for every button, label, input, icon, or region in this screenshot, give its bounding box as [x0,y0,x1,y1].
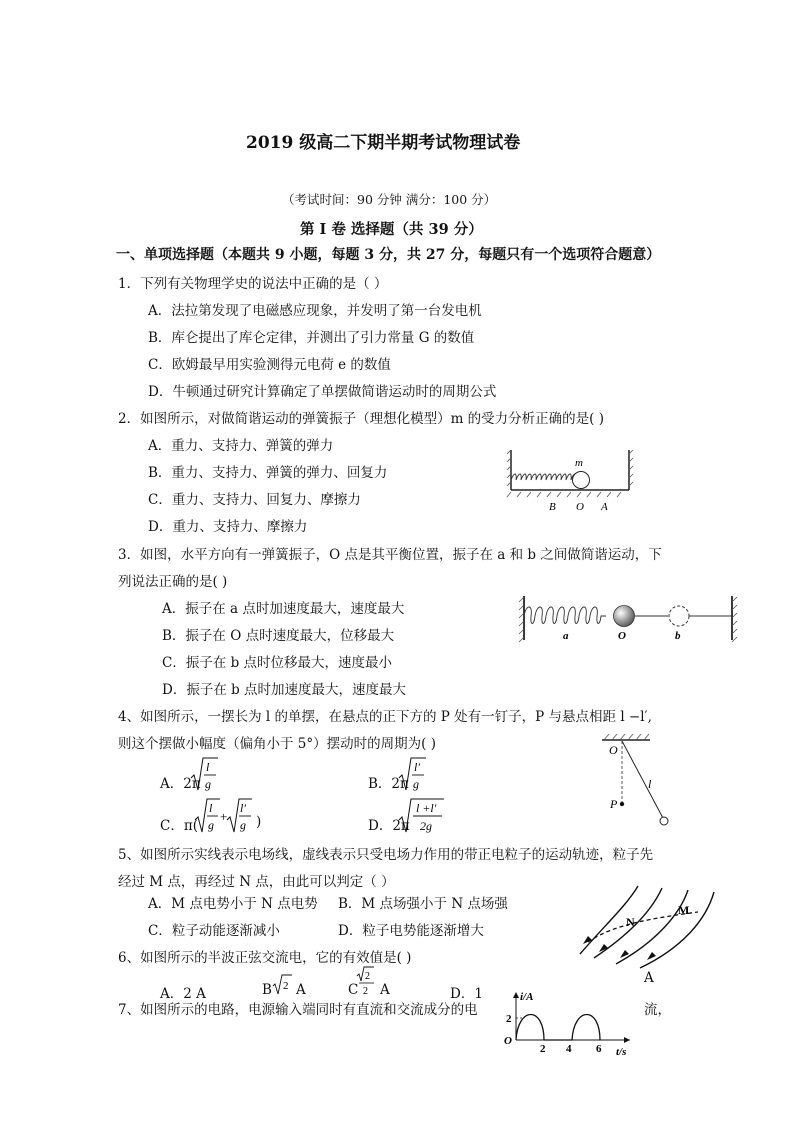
q6-unit-right: A [644,970,654,986]
q1-option-b: B．库仑提出了库仑定律，并测出了引力常量 G 的数值 [148,330,475,346]
q4-stem-line2: 则这个摆做小幅度（偏角小于 5°）摆动时的周期为( ) [118,736,436,752]
q3-option-a: A．振子在 a 点时加速度最大，速度最大 [162,601,405,617]
q1-option-d: D．牛顿通过研究计算确定了单摆做简谐运动时的周期公式 [148,384,497,400]
q6-option-b-unit: A [296,982,306,998]
q4-label-p: P [610,797,618,811]
q6-x-tick-4: 4 [566,1043,572,1055]
svg-text:g: g [205,777,211,791]
q4-option-c: C．π( [160,818,198,834]
q5-option-d: D．粒子电势能逐渐增大 [338,923,484,939]
q4-option-d: D．2π [368,818,410,834]
q3-label-o: O [618,630,626,642]
q4-option-b: B．2π [368,776,409,792]
q6-stem: 6、如图所示的半波正弦交流电，它的有效值是( ) [118,950,412,966]
exam-info: （考试时间：90 分钟 满分：100 分） [282,192,497,207]
q2-option-d: D．重力、支持力、摩擦力 [148,519,308,535]
q6-halfwave-chart [500,988,640,1060]
q1-option-a: A．法拉第发现了电磁感应现象，并发明了第一台发电机 [148,303,482,319]
q3-stem-line2: 列说法正确的是( ) [118,574,228,590]
svg-text:2: 2 [283,980,289,992]
q6-option-c: C [348,982,359,998]
q2-option-c: C．重力、支持力、回复力、摩擦力 [148,492,361,508]
q4-pendulum-figure [592,730,682,830]
q6-origin-label: O [504,1035,512,1047]
page-title: 2019 级高二下期半期考试物理试卷 [246,133,521,153]
svg-text:g: g [240,818,246,832]
q2-option-b: B．重力、支持力、弹簧的弹力、回复力 [148,465,388,481]
q3-spring-figure [518,594,742,646]
q6-option-b: B [262,982,272,998]
svg-text:2: 2 [363,986,368,997]
svg-text:g: g [208,818,214,832]
q3-label-a: a [563,630,569,642]
svg-text:g: g [413,777,419,791]
q6-x-axis-label: t/s [616,1046,627,1058]
part-title: 第 I 卷 选择题（共 39 分） [300,221,483,238]
q5-stem-line1: 5、如图所示实线表示电场线，虚线表示只受电场力作用的带正电粒子的运动轨迹，粒子先 [118,847,654,863]
svg-text:+: + [220,809,228,824]
svg-text:l: l [206,760,210,774]
q7-stem-tail: 流， [644,1002,671,1018]
q5-option-b: B．M 点场强小于 N 点场强 [338,896,508,912]
q6-option-d: D．1 [450,986,483,1002]
q4-formula-c [194,796,256,836]
q6-option-c-unit: A [380,982,390,998]
q3-option-d: D．振子在 b 点时加速度最大，速度最大 [162,682,407,698]
q4-label-o: O [609,743,618,757]
q3-stem-line1: 3．如图，水平方向有一弹簧振子，O 点是其平衡位置，振子在 a 和 b 之间做简谐运动，下 [118,547,662,563]
q1-option-c: C．欧姆最早用实验测得元电荷 e 的数值 [148,357,391,373]
q4-option-a: A．2π [160,776,201,792]
q5-field-lines-figure [574,884,720,970]
svg-text:l′: l′ [414,760,420,774]
q5-option-c: C．粒子动能逐渐减小 [148,923,280,939]
svg-text:l +l′: l +l′ [416,801,437,815]
q6-sqrt2-b [272,972,294,996]
q2-option-a: A．重力、支持力、弹簧的弹力 [148,438,334,454]
section-title: 一、单项选择题（本题共 9 小题，每题 3 分，共 27 分，每题只有一个选项符合题意） [116,247,661,263]
svg-text:l: l [209,801,213,815]
q5-label-n: N [626,915,635,929]
q4-label-l: l [648,777,652,791]
q6-x-tick-6: 6 [596,1043,602,1055]
q2-label-o: O [576,501,584,513]
q2-label-a: A [601,501,608,513]
q2-stem: 2．如图所示，对做简谐运动的弹簧振子（理想化模型）m 的受力分析正确的是( ) [118,411,605,427]
q4-formula-b [398,756,428,794]
q7-stem: 7、如图所示的电路，电源输入端同时有直流和交流成分的电 [118,1002,478,1018]
q2-label-m: m [575,457,583,469]
q6-option-a: A．2 A [160,986,206,1002]
q5-label-m: M [678,903,690,917]
q3-label-b: b [675,630,681,642]
q6-y-tick-2: 2 [506,1013,512,1025]
svg-text:2: 2 [365,971,370,982]
q2-spring-figure [505,450,635,515]
q2-label-b: B [549,501,556,513]
q4-formula-d [398,796,448,836]
q6-y-axis-label: i/A [520,991,534,1003]
q5-stem-line2: 经过 M 点，再经过 N 点，由此可以判定（ ） [118,874,395,890]
q3-option-b: B．振子在 O 点时速度最大，位移最大 [162,628,395,644]
q5-option-a: A．M 点电势小于 N 点电势 [148,896,318,912]
q6-sqrt2-over2-c [356,966,378,1000]
q1-stem: 1．下列有关物理学史的说法中正确的是（ ） [118,276,388,292]
q4-stem-line1: 4、如图所示，一摆长为 l 的单摆，在悬点的正下方的 P 处有一钉子，P 与悬点相距 l −l′, [118,709,652,725]
q4-formula-a [190,756,220,794]
q3-option-c: C．振子在 b 点时位移最大，速度最小 [162,655,393,671]
q6-x-tick-2: 2 [540,1043,546,1055]
svg-text:l′: l′ [240,801,246,815]
svg-text:2g: 2g [420,819,432,833]
